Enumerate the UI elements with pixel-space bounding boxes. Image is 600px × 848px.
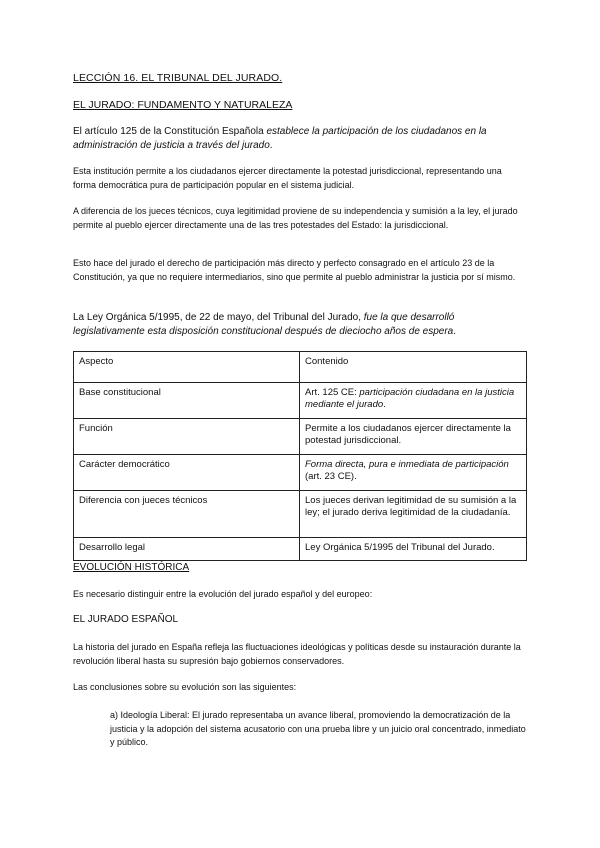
paragraph-difference: A diferencia de los jueces técnicos, cuya legitimidad proviene de su independencia y sumisión a la ley, el jurado permite al pueblo ejercer directamente una de las tres potestades del Estado: la jurisdiccional. <box>73 206 518 230</box>
table-cell-content: Art. 125 CE: participación ciudadana en la justicia mediante el jurado. <box>300 383 527 419</box>
table-header-content: Contenido <box>300 352 527 383</box>
table-cell-aspect: Función <box>74 419 300 455</box>
paragraph-article-125: El artículo 125 de la Constitución Española establece la participación de los ciudadanos en la administración de justicia a través del jurado. <box>73 126 487 151</box>
table-cell-content: Permite a los ciudadanos ejercer directamente la potestad jurisdiccional. <box>300 419 527 455</box>
list-item: a) Ideología Liberal: El jurado representaba un avance liberal, promoviendo la democratización de la justicia y la adopción del sistema acusatorio con una prueba libre y un juicio oral concentrado, inmediato y público. <box>110 710 526 747</box>
paragraph-history: La historia del jurado en España refleja las fluctuaciones ideológicas y políticas desde su instauración durante la revolución liberal hasta su supresión bajo gobiernos conservadores. <box>73 642 521 666</box>
section-heading-fundamento: EL JURADO: FUNDAMENTO Y NATURALEZA <box>73 99 293 111</box>
table-header-aspect: Aspecto <box>74 352 300 383</box>
page-title: LECCIÓN 16. EL TRIBUNAL DEL JURADO. <box>73 72 283 84</box>
section-heading-evolucion: EVOLUCIÓN HISTÓRICA <box>73 562 190 573</box>
table-cell-aspect: Diferencia con jueces técnicos <box>74 491 300 538</box>
table-row <box>74 538 527 561</box>
subsection-heading-jurado-espanol: EL JURADO ESPAÑOL <box>73 614 179 625</box>
paragraph-ley-organica: La Ley Orgánica 5/1995, de 22 de mayo, del Tribunal del Jurado, fue la que desarrolló legislativamente esta disposición constitucional después de dieciocho años de espera. <box>73 312 457 337</box>
table-row <box>74 383 527 419</box>
table-cell-aspect: Carácter democrático <box>74 455 300 491</box>
table-row <box>74 455 527 491</box>
paragraph-institution: Esta institución permite a los ciudadanos ejercer directamente la potestad jurisdiccional, representando una forma democrática pura de participación popular en el sistema judicial. <box>73 166 502 190</box>
table-row <box>74 419 527 455</box>
paragraph-distinguish: Es necesario distinguir entre la evolución del jurado español y del europeo: <box>73 589 373 599</box>
table-cell-content: Los jueces derivan legitimidad de su sumisión a la ley; el jurado deriva legitimidad de la ciudadanía. <box>300 491 527 538</box>
table-cell-aspect: Base constitucional <box>74 383 300 419</box>
table-cell-aspect: Desarrollo legal <box>74 538 300 561</box>
table-header-row <box>74 352 527 383</box>
summary-table <box>73 351 527 561</box>
table-row <box>74 491 527 538</box>
table-cell-content: Forma directa, pura e inmediata de participación (art. 23 CE). <box>300 455 527 491</box>
table-cell-content: Ley Orgánica 5/1995 del Tribunal del Jurado. <box>300 538 527 561</box>
paragraph-participation: Esto hace del jurado el derecho de participación más directo y perfecto consagrado en el artículo 23 de la Constitución, ya que no requiere intermediarios, sino que permite al pueblo administrar la justicia por sí mismo. <box>73 258 516 282</box>
paragraph-conclusions: Las conclusiones sobre su evolución son las siguientes: <box>73 682 297 692</box>
